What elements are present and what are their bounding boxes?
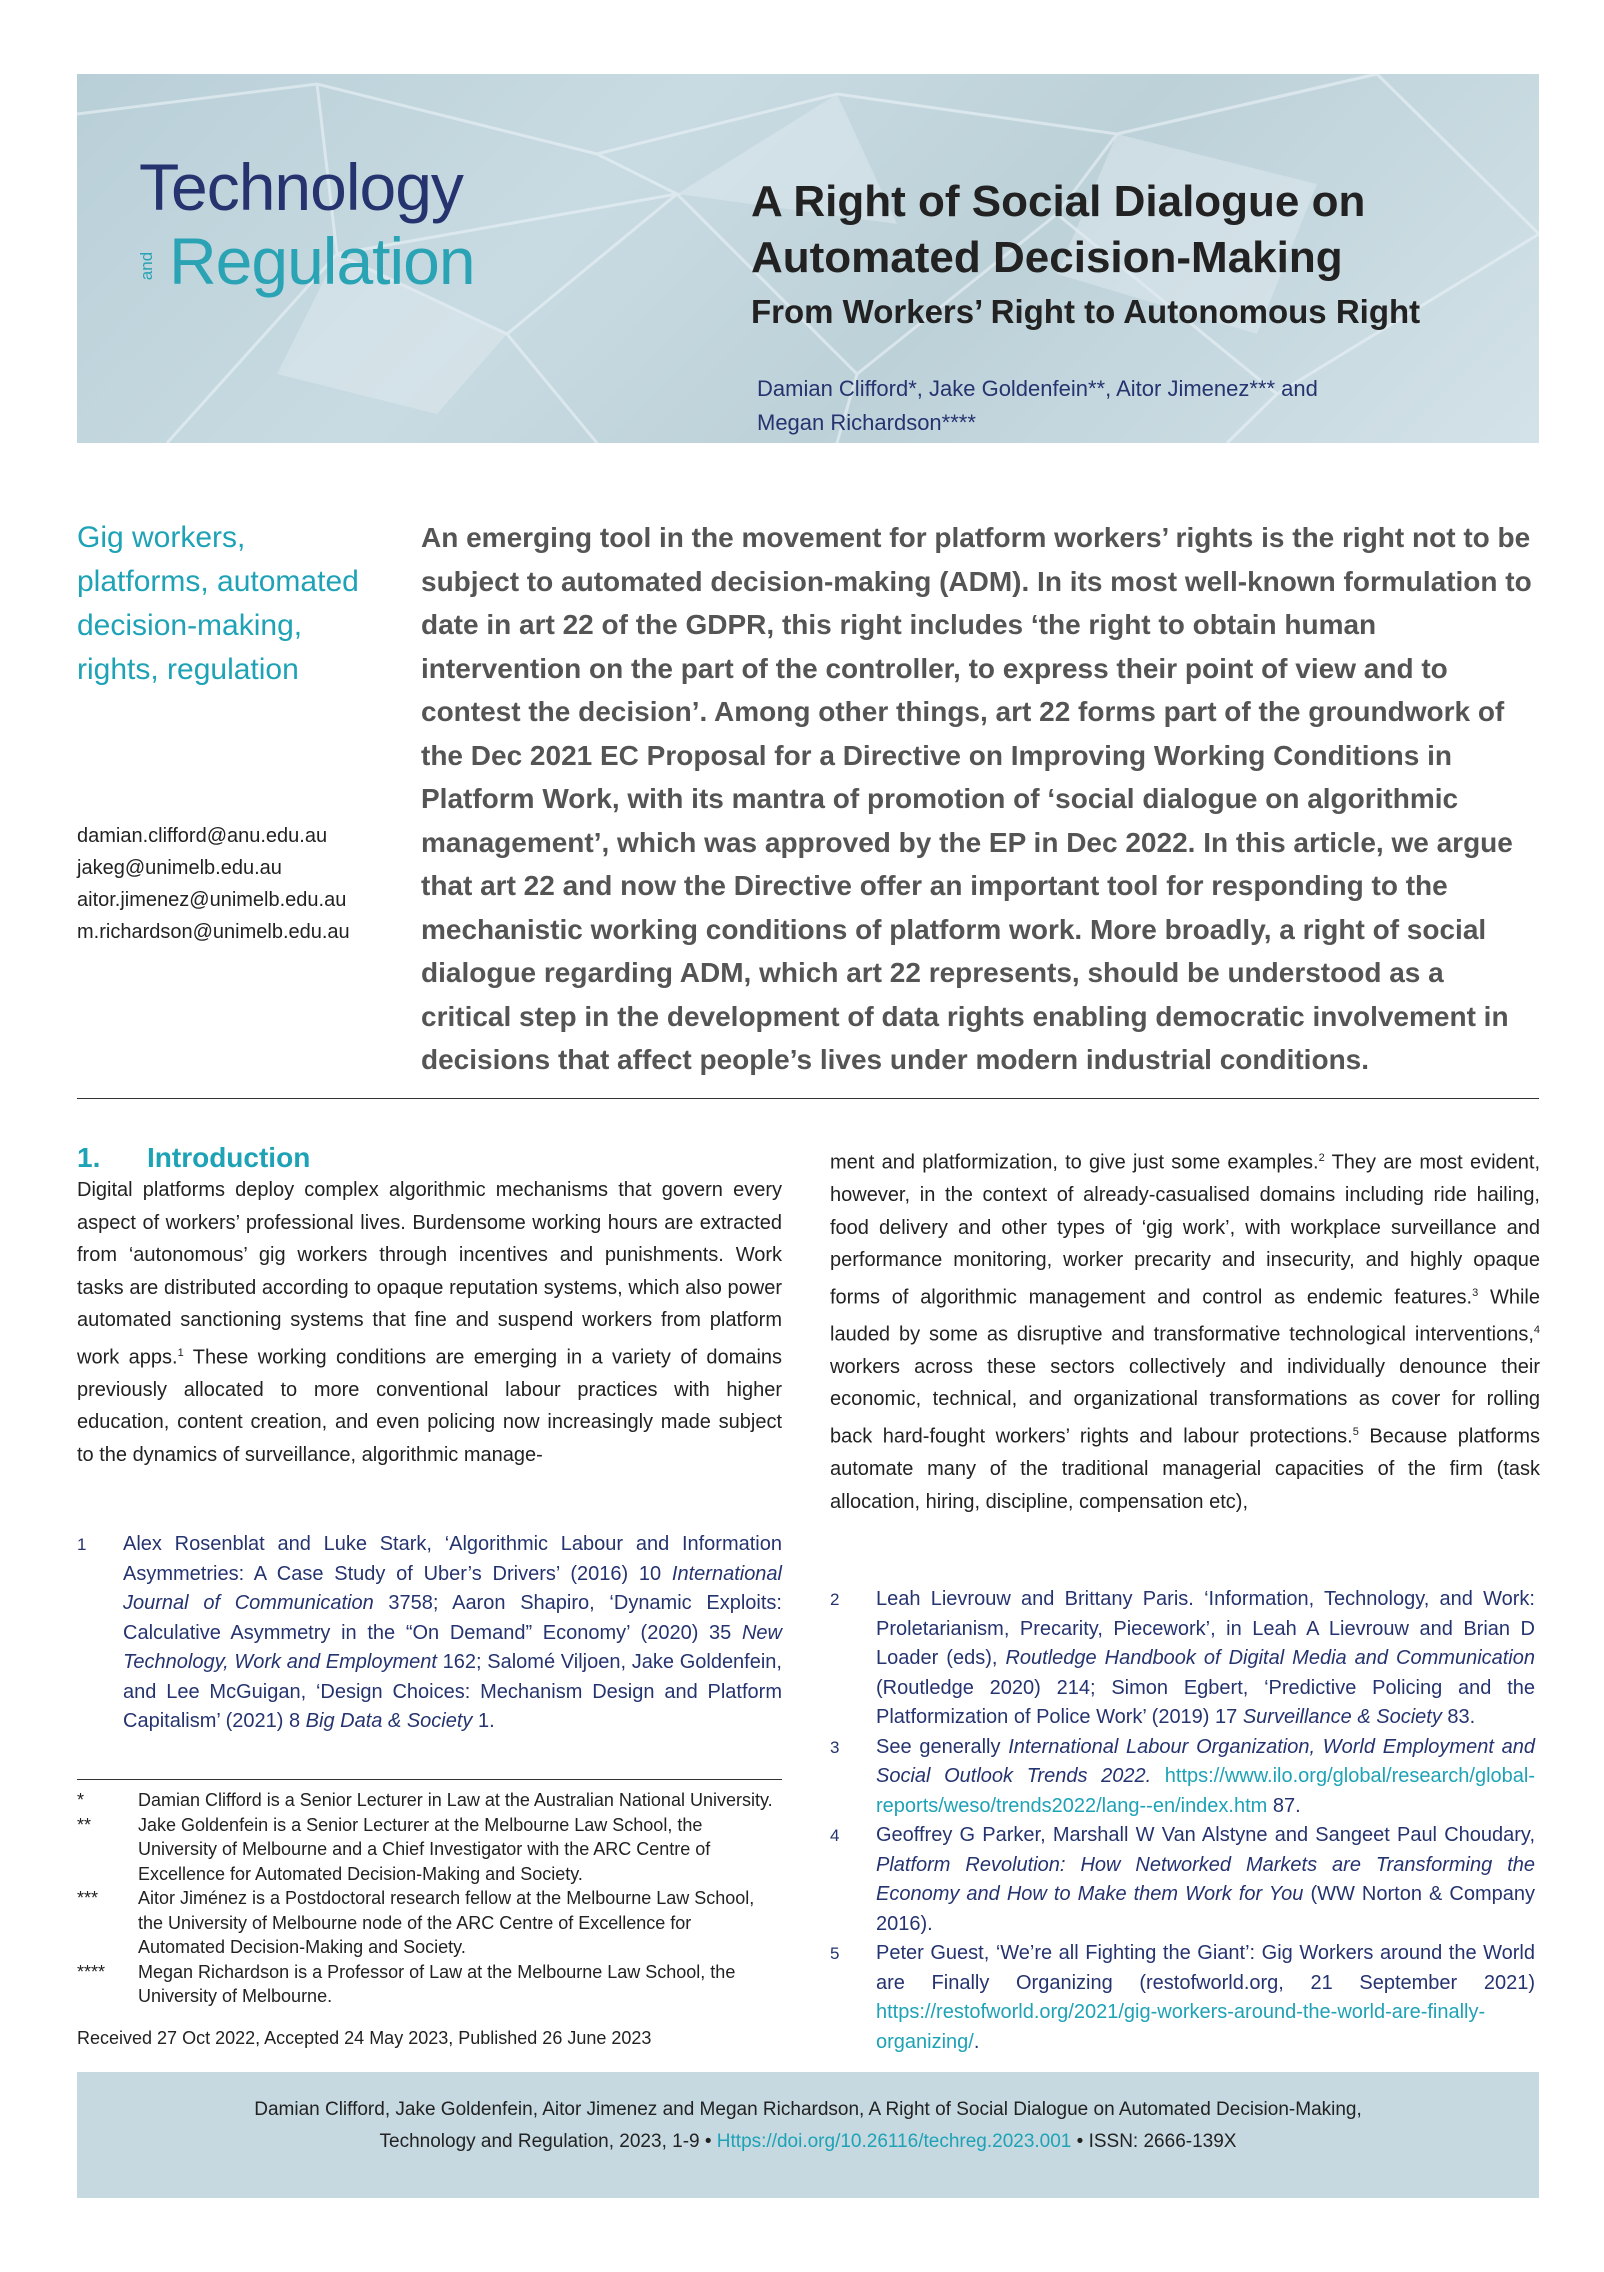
footnote-4: 4 Geoffrey G Parker, Marshall W Van Alstyne and Sangeet Paul Choudary, Platform Revolution: How Networked Markets are Transforming the Economy and How to Make them Work for You (WW Norton & Company 2016).: [830, 1824, 1536, 1935]
section-divider: [77, 1098, 1539, 1099]
footnotes-right: [830, 1585, 1535, 2057]
abstract: An emerging tool in the movement for platform workers’ rights is the right not to be subject to automated decision-making (ADM). In its most well-known formulation to date in art 22 of the GDPR, this right includes ‘the right to obtain human intervention on the part of the controller, to express their point of view and to contest the decision’. Among other things, art 22 forms part of the groundwork of the Dec 2021 EC Proposal for a Directive on Improving Working Conditions in Platform Work, with its mantra of promotion of ‘social dialogue on algorithmic management’, which was approved by the EP in Dec 2022. In this article, we argue that art 22 and now the Directive offer an important tool for responding to the mechanistic working conditions of platform work. More broadly, a right of social dialogue regarding ADM, which art 22 represents, should be understood as a critical step in the development of data rights enabling democratic involvement in decisions that affect people’s lives under modern industrial conditions.: [421, 522, 1532, 1075]
citation-footer-box: [77, 2072, 1539, 2198]
footnote-divider: [77, 1779, 782, 1780]
article-subtitle: From Workers’ Right to Autonomous Right: [751, 293, 1421, 330]
footnote-ref[interactable]: 1: [177, 1346, 184, 1359]
author-note: **** Megan Richardson is a Professor of Law at the Melbourne Law School, the University of Melbourne.: [77, 1961, 736, 2006]
footnote-ref[interactable]: 5: [1352, 1425, 1359, 1438]
publication-dates: Received 27 Oct 2022, Accepted 24 May 2023, Published 26 June 2023: [77, 2028, 652, 2048]
footnotes-left: [77, 1530, 782, 1737]
footnote-1: 1 Alex Rosenblat and Luke Stark, ‘Algorithmic Labour and Information Asymmetries: A Case Study of Uber’s Drivers’ (2016) 10 International Journal of Communication 3758; Aaron Shapiro, ‘Dynamic Exploits: Calculative Asymmetry in the “On Demand” Economy’ (2020) 35 New Technology, Work and Employment 162; Salomé Viljoen, Jake Goldenfein, and Lee McGuigan, ‘Design Choices: Mechanism Design and Platform Capitalism’ (2021) 8 Big Data & Society 1.: [77, 1533, 782, 1732]
article-title: A Right of Social Dialogue on Automated Decision-Making: [751, 177, 1366, 282]
keywords: Gig workers, platforms, automated decision-making, rights, regulation: [77, 521, 359, 686]
logo-technology: Technology: [139, 150, 463, 224]
body-column-right: [830, 1142, 1540, 1518]
footnote-ref[interactable]: 3: [1472, 1286, 1479, 1299]
doi-link[interactable]: Https://doi.org/10.26116/techreg.2023.001: [716, 2131, 1072, 2152]
footnote-3: 3 See generally International Labour Organization, World Employment and Social Outlook Trends 2022. https://www.ilo.org/global/research/global-reports/weso/trends2022/lang--en/index.htm 87.: [830, 1735, 1535, 1817]
logo-and: and: [137, 251, 157, 281]
author-note: * Damian Clifford is a Senior Lecturer in Law at the Australian National University.: [77, 1790, 773, 1810]
footnote-5: 5 Peter Guest, ‘We’re all Fighting the Giant’: Gig Workers around the World are Finally Organizing (restofworld.org, 21 September 2021) https://restofworld.org/2021/gig-workers-around-the-world-are-finally-organizing/.: [830, 1942, 1535, 2053]
footnote-link[interactable]: https://restofworld.org/2021/gig-workers-around-the-world-are-finally-organizing/: [876, 2001, 1486, 2053]
body-paragraph: ment and platformization, to give just some examples.$^2$ They are most evident, however, in the context of already-casualised domains including ride hailing, food delivery and other types of ‘gig work’, with workplace surveillance and performance monitoring, worker precarity and insecurity, and highly opaque forms of algorithmic management and control as endemic features.$^3$ While lauded by some as disruptive and transformative technological interventions,$^4$ workers across these sectors collectively and individually denounce their economic, technical, and organizational transformations as cover for rolling back hard-fought workers’ rights and labour protections.$^5$ Because platforms automate many of the traditional managerial capacities of the firm (task allocation, hiring, discipline, compensation etc),: [830, 1151, 1540, 1513]
header-banner: [77, 74, 1539, 443]
footnote-2: 2 Leah Lievrouw and Brittany Paris. ‘Information, Technology, and Work: Proletarianism, Precarity, Piecework’, in Leah A Lievrouw and Brian D Loader (eds), Routledge Handbook of Digital Media and Communication (Routledge 2020) 214; Simon Egbert, ‘Predictive Policing and the Platformization of Police Work’ (2019) 17 Surveillance & Society 83.: [830, 1588, 1535, 1728]
email-link[interactable]: damian.clifford@anu.edu.au: [77, 825, 328, 847]
footnote-link[interactable]: https://www.ilo.org/global/research/global-reports/weso/trends2022/lang--en/index.htm: [876, 1765, 1535, 1817]
section-heading-introduction: 1. Introduction: [77, 1142, 311, 1173]
author-note: ** Jake Goldenfein is a Senior Lecturer at the Melbourne Law School, the University of Melbourne and a Chief Investigator with the ARC Centre of Excellence for Automated Decision-Making and Society.: [77, 1814, 711, 1884]
footnote-ref[interactable]: 4: [1533, 1323, 1540, 1336]
author-list: Damian Clifford*, Jake Goldenfein**, Aitor Jimenez*** and Megan Richardson****: [757, 376, 1318, 435]
email-link[interactable]: m.richardson@unimelb.edu.au: [77, 921, 350, 943]
footnote-ref[interactable]: 2: [1318, 1152, 1325, 1164]
author-emails: [77, 820, 350, 948]
article-title-block: [751, 174, 1511, 334]
citation-text: Damian Clifford, Jake Goldenfein, Aitor Jimenez and Megan Richardson, A Right of Social Dialogue on Automated Decision-Making, Technology and Regulation, 2023, 1-9 • Https://doi.org/10.26116/techreg.2023.001 • ISSN: 2666-139X: [254, 2099, 1362, 2152]
body-column-left: [77, 1142, 782, 1471]
email-link[interactable]: jakeg@unimelb.edu.au: [77, 857, 282, 879]
body-paragraph: Digital platforms deploy complex algorithmic mechanisms that govern every aspect of workers’ professional lives. Burdensome working hours are extracted from ‘autonomous’ gig workers through incentives and punishments. Work tasks are distributed according to opaque reputation systems, which also power automated sanctioning systems that fine and suspend workers from platform work apps.$^1$ These working conditions are emerging in a variety of domains previously allocated to more conventional labour practices with higher education, content creation, and even policing now increasingly made subject to the dynamics of surveillance, algorithmic manage-: [77, 1179, 783, 1466]
email-link[interactable]: aitor.jimenez@unimelb.edu.au: [77, 889, 347, 911]
author-note: *** Aitor Jiménez is a Postdoctoral research fellow at the Melbourne Law School, the University of Melbourne node of the ARC Centre of Excellence for Automated Decision-Making and Society.: [77, 1888, 755, 1957]
logo-regulation: Regulation: [169, 224, 475, 298]
author-notes: [77, 1788, 782, 2009]
